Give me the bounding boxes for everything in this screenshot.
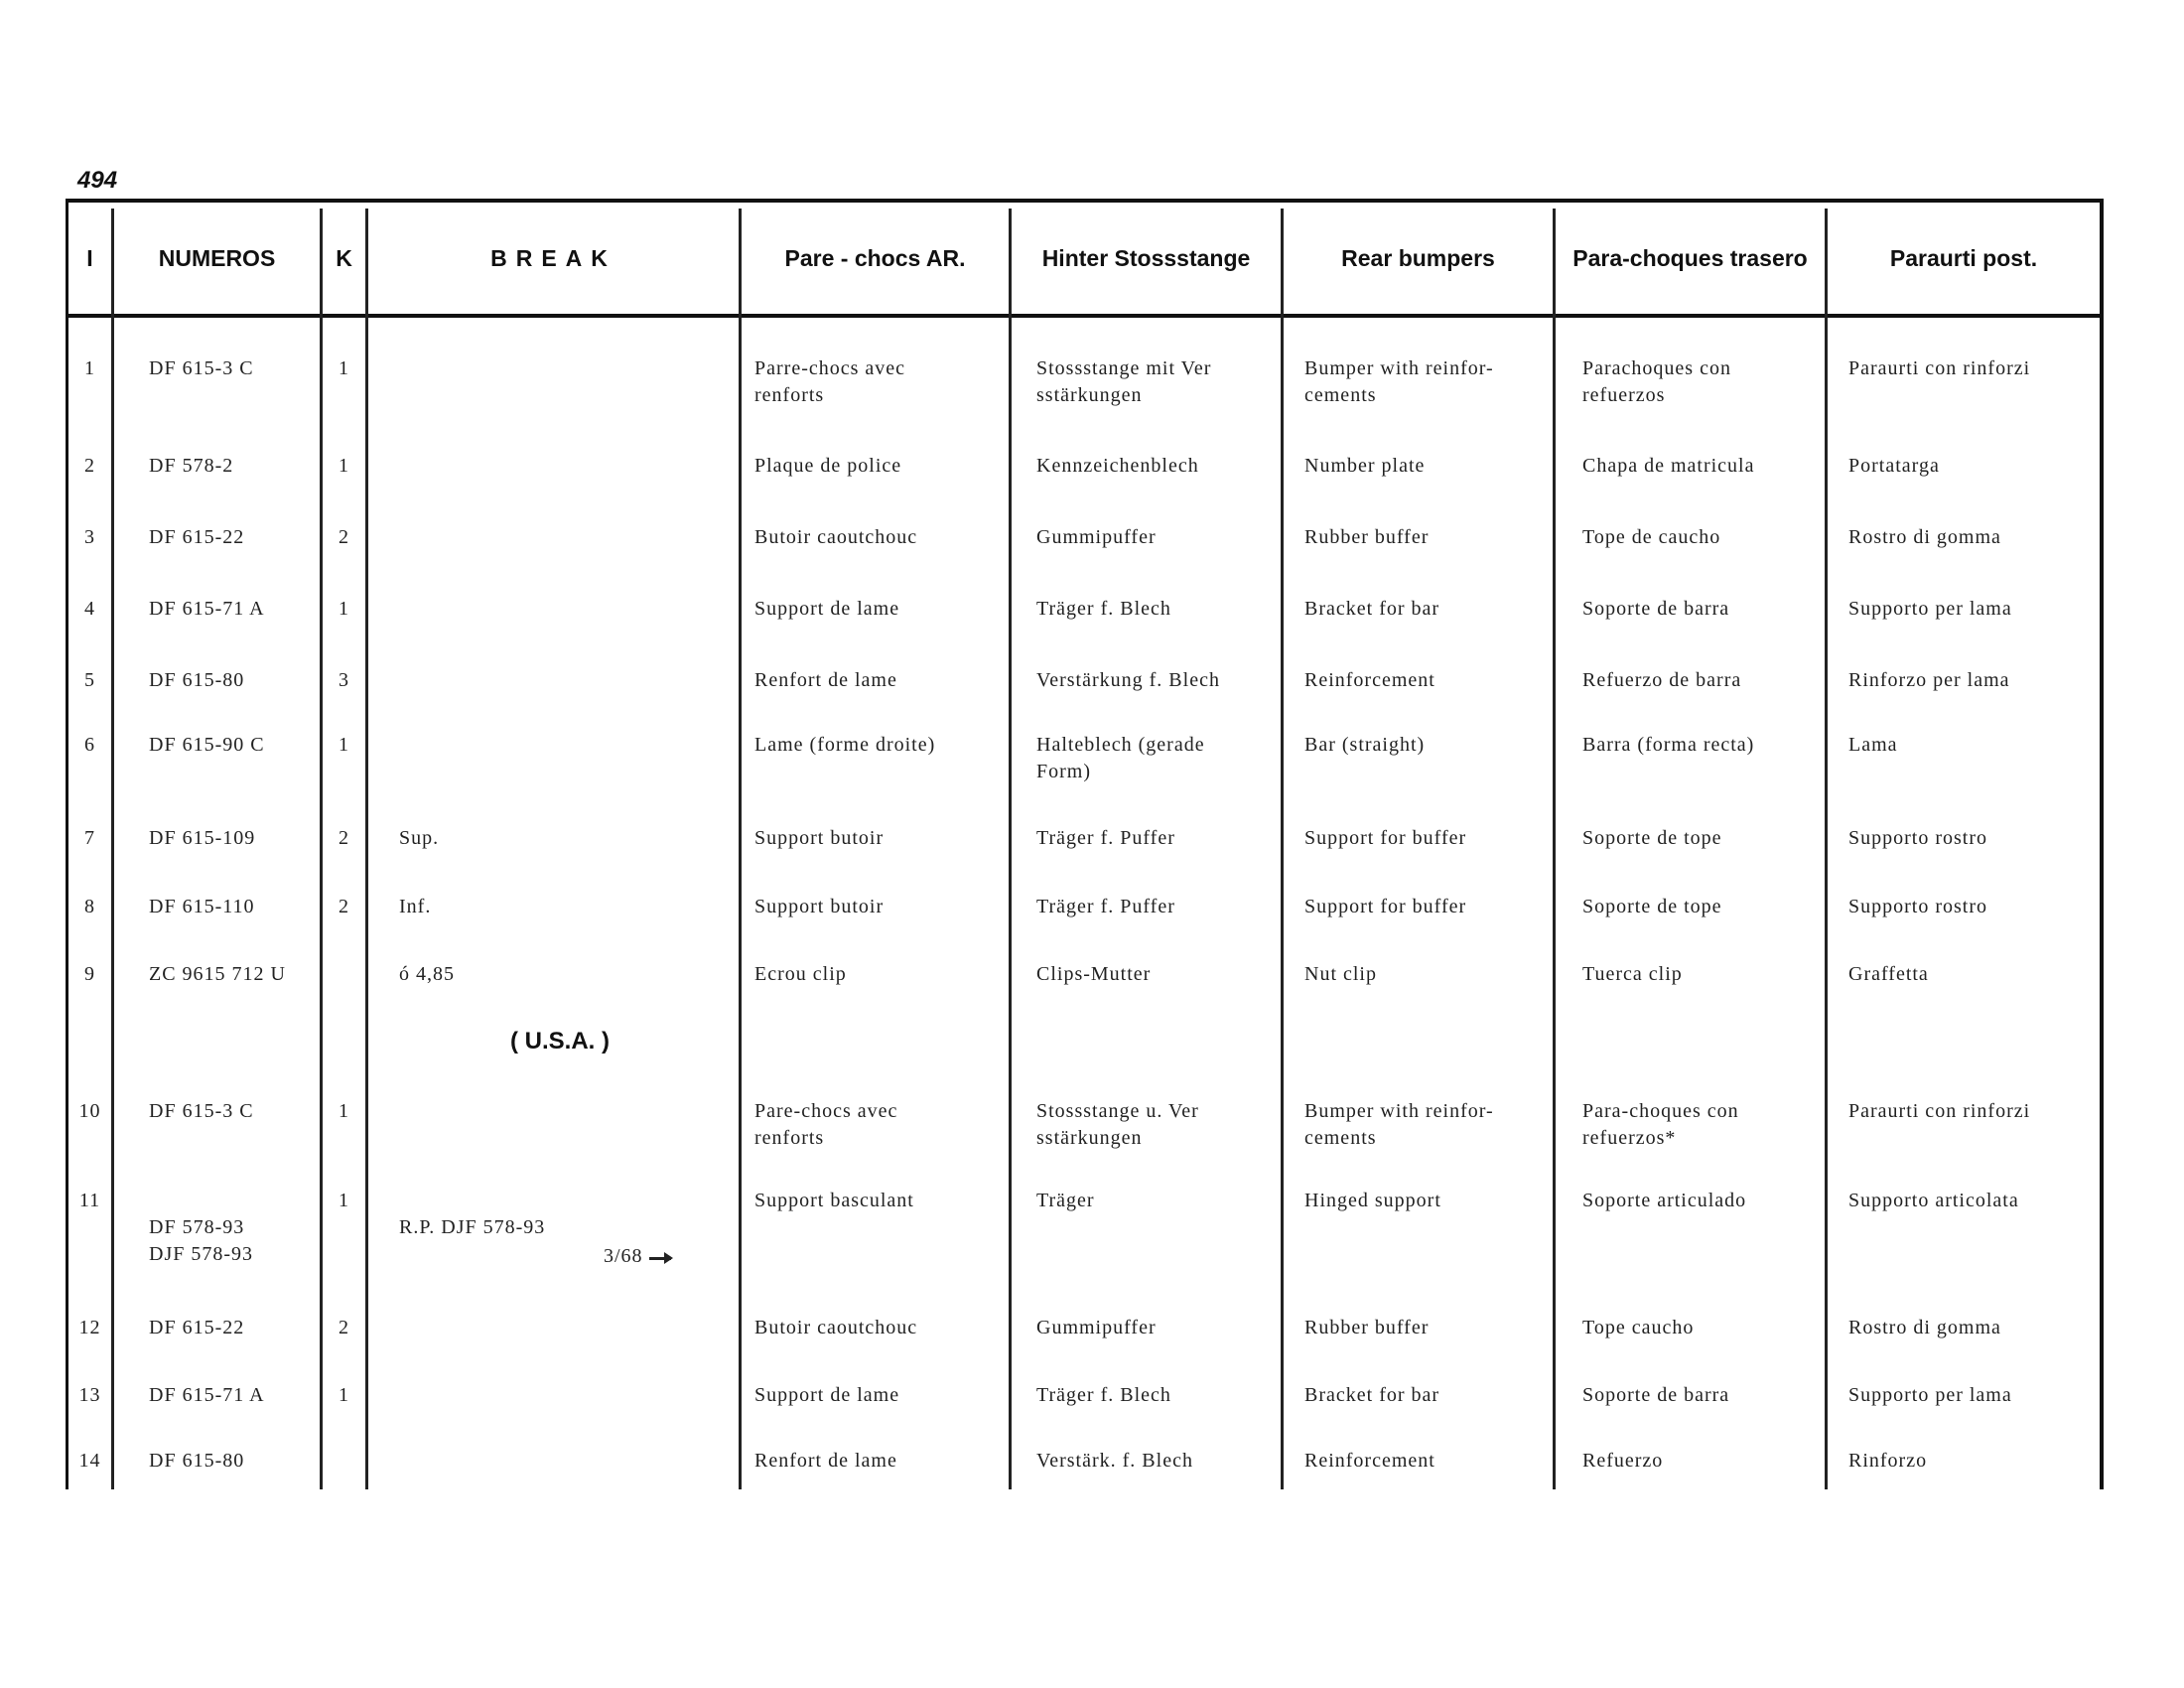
- cell-italian: Supporto rostro: [1848, 827, 1987, 849]
- cell-german: Träger f. Puffer: [1036, 827, 1175, 849]
- cell-english: Bracket for bar: [1304, 598, 1440, 620]
- table-right-rule: [2100, 199, 2104, 1489]
- cell-spanish: Refuerzo de barra: [1582, 669, 1742, 691]
- cell-german: Verstärk. f. Blech: [1036, 1450, 1193, 1472]
- section-heading-usa: ( U.S.A. ): [510, 1028, 610, 1055]
- header-german: Hinter Stossstange: [1041, 244, 1251, 271]
- cell-french: Renfort de lame: [754, 1450, 897, 1472]
- change-date: 3/68: [604, 1245, 643, 1267]
- cell-index: 4: [84, 598, 95, 620]
- cell-spanish: Soporte articulado: [1582, 1190, 1747, 1211]
- cell-german: Gummipuffer: [1036, 1317, 1157, 1338]
- cell-english: Reinforcement: [1304, 1450, 1435, 1472]
- cell-italian: Graffetta: [1848, 963, 1929, 985]
- cell-break: R.P. DJF 578-93: [399, 1216, 546, 1238]
- cell-part-number: DF 615-109: [149, 827, 256, 849]
- cell-french: Pare-chocs avec renforts: [754, 1100, 898, 1149]
- cell-index: 14: [78, 1450, 101, 1472]
- cell-italian: Rinforzo: [1848, 1450, 1928, 1472]
- cell-part-number: DF 615-80: [149, 669, 245, 691]
- header-quantity: K: [336, 244, 352, 271]
- cell-german: Träger f. Blech: [1036, 598, 1171, 620]
- cell-spanish: Para-choques con refuerzos*: [1582, 1100, 1739, 1149]
- cell-quantity: 1: [339, 598, 349, 620]
- cell-quantity: 1: [339, 734, 349, 756]
- cell-break: ó 4,85: [399, 963, 455, 985]
- cell-english: Support for buffer: [1304, 896, 1467, 917]
- cell-part-number: DF 615-3 C: [149, 357, 254, 379]
- cell-french: Support de lame: [754, 598, 900, 620]
- cell-index: 9: [84, 963, 95, 985]
- cell-french: Support butoir: [754, 827, 885, 849]
- table-top-rule: [66, 199, 2103, 203]
- cell-italian: Lama: [1848, 734, 1898, 756]
- cell-german: Halteblech (gerade Form): [1036, 734, 1205, 782]
- cell-spanish: Soporte de barra: [1582, 598, 1730, 620]
- column-divider: [1009, 209, 1012, 1489]
- cell-spanish: Refuerzo: [1582, 1450, 1664, 1472]
- cell-part-number: DF 578-93 DJF 578-93: [149, 1216, 254, 1265]
- cell-french: Support de lame: [754, 1384, 900, 1406]
- parts-catalog-table: [66, 199, 2103, 1489]
- cell-quantity: 2: [339, 1317, 349, 1338]
- cell-spanish: Barra (forma recta): [1582, 734, 1755, 756]
- cell-part-number: DF 615-110: [149, 896, 255, 917]
- cell-index: 7: [84, 827, 95, 849]
- cell-french: Plaque de police: [754, 455, 902, 477]
- cell-spanish: Tope de caucho: [1582, 526, 1721, 548]
- header-part-numbers: NUMEROS: [158, 244, 276, 271]
- header-english: Rear bumpers: [1341, 244, 1495, 271]
- column-divider: [111, 209, 114, 1489]
- cell-index: 1: [84, 357, 95, 379]
- cell-spanish: Chapa de matricula: [1582, 455, 1755, 477]
- cell-italian: Rostro di gomma: [1848, 526, 2001, 548]
- cell-part-number: DF 615-22: [149, 526, 245, 548]
- cell-italian: Supporto per lama: [1848, 1384, 2012, 1406]
- cell-english: Rubber buffer: [1304, 1317, 1430, 1338]
- cell-part-number: DF 615-3 C: [149, 1100, 254, 1122]
- cell-break: Sup.: [399, 827, 440, 849]
- cell-spanish: Soporte de tope: [1582, 827, 1722, 849]
- cell-french: Ecrou clip: [754, 963, 847, 985]
- cell-spanish: Soporte de barra: [1582, 1384, 1730, 1406]
- cell-index: 11: [78, 1190, 101, 1211]
- header-break: BREAK: [490, 244, 616, 271]
- cell-index: 3: [84, 526, 95, 548]
- cell-english: Hinged support: [1304, 1190, 1441, 1211]
- cell-english: Rubber buffer: [1304, 526, 1430, 548]
- cell-french: Support basculant: [754, 1190, 914, 1211]
- cell-part-number: ZC 9615 712 U: [149, 963, 286, 985]
- cell-german: Gummipuffer: [1036, 526, 1157, 548]
- cell-quantity: 2: [339, 896, 349, 917]
- cell-italian: Supporto rostro: [1848, 896, 1987, 917]
- cell-french: Renfort de lame: [754, 669, 897, 691]
- cell-italian: Supporto per lama: [1848, 598, 2012, 620]
- cell-italian: Supporto articolata: [1848, 1190, 2019, 1211]
- cell-index: 6: [84, 734, 95, 756]
- cell-english: Bracket for bar: [1304, 1384, 1440, 1406]
- cell-french: Support butoir: [754, 896, 885, 917]
- cell-index: 8: [84, 896, 95, 917]
- header-italian: Paraurti post.: [1889, 244, 2038, 271]
- cell-german: Träger: [1036, 1190, 1095, 1211]
- cell-spanish: Tope caucho: [1582, 1317, 1695, 1338]
- cell-english: Nut clip: [1304, 963, 1377, 985]
- cell-italian: Paraurti con rinforzi: [1848, 1100, 2031, 1122]
- cell-french: Lame (forme droite): [754, 734, 936, 756]
- cell-part-number: DF 615-90 C: [149, 734, 265, 756]
- cell-english: Bumper with reinfor- cements: [1304, 357, 1494, 406]
- cell-italian: Portatarga: [1848, 455, 1940, 477]
- cell-italian: Rostro di gomma: [1848, 1317, 2001, 1338]
- column-divider: [739, 209, 742, 1489]
- cell-part-number: DF 578-2: [149, 455, 234, 477]
- cell-german: Stossstange u. Ver sstärkungen: [1036, 1100, 1199, 1149]
- page-number: 494: [77, 167, 118, 194]
- cell-english: Number plate: [1304, 455, 1426, 477]
- header-index: I: [86, 244, 93, 271]
- cell-german: Träger f. Blech: [1036, 1384, 1171, 1406]
- cell-quantity: 3: [339, 669, 349, 691]
- column-divider: [1281, 209, 1284, 1489]
- cell-english: Bumper with reinfor- cements: [1304, 1100, 1494, 1149]
- cell-quantity: 1: [339, 455, 349, 477]
- cell-quantity: 1: [339, 357, 349, 379]
- cell-part-number: DF 615-71 A: [149, 1384, 265, 1406]
- cell-quantity: 1: [339, 1384, 349, 1406]
- cell-french: Butoir caoutchouc: [754, 526, 918, 548]
- cell-quantity: 1: [339, 1100, 349, 1122]
- column-divider: [365, 209, 368, 1489]
- cell-index: 5: [84, 669, 95, 691]
- cell-italian: Rinforzo per lama: [1848, 669, 2010, 691]
- cell-french: Parre-chocs avec renforts: [754, 357, 906, 406]
- cell-german: Träger f. Puffer: [1036, 896, 1175, 917]
- cell-break: Inf.: [399, 896, 432, 917]
- cell-spanish: Soporte de tope: [1582, 896, 1722, 917]
- cell-german: Verstärkung f. Blech: [1036, 669, 1220, 691]
- column-divider: [1553, 209, 1556, 1489]
- cell-german: Clips-Mutter: [1036, 963, 1152, 985]
- cell-spanish: Parachoques con refuerzos: [1582, 357, 1731, 406]
- header-french: Pare - chocs AR.: [784, 244, 966, 271]
- cell-french: Butoir caoutchouc: [754, 1317, 918, 1338]
- cell-german: Kennzeichenblech: [1036, 455, 1199, 477]
- cell-quantity: 1: [339, 1190, 349, 1211]
- cell-index: 13: [78, 1384, 101, 1406]
- header-spanish: Para-choques trasero: [1572, 244, 1808, 271]
- cell-german: Stossstange mit Ver sstärkungen: [1036, 357, 1212, 406]
- cell-part-number: DF 615-80: [149, 1450, 245, 1472]
- cell-quantity: 2: [339, 827, 349, 849]
- cell-spanish: Tuerca clip: [1582, 963, 1683, 985]
- cell-index: 12: [78, 1317, 101, 1338]
- cell-quantity: 2: [339, 526, 349, 548]
- cell-index: 10: [78, 1100, 101, 1122]
- cell-part-number: DF 615-71 A: [149, 598, 265, 620]
- column-divider: [1825, 209, 1828, 1489]
- cell-english: Bar (straight): [1304, 734, 1426, 756]
- cell-english: Reinforcement: [1304, 669, 1435, 691]
- arrow-right-icon: [649, 1257, 671, 1260]
- cell-italian: Paraurti con rinforzi: [1848, 357, 2031, 379]
- date-note: [604, 1245, 643, 1268]
- cell-index: 2: [84, 455, 95, 477]
- cell-part-number: DF 615-22: [149, 1317, 245, 1338]
- cell-english: Support for buffer: [1304, 827, 1467, 849]
- header-bottom-rule: [66, 314, 2103, 318]
